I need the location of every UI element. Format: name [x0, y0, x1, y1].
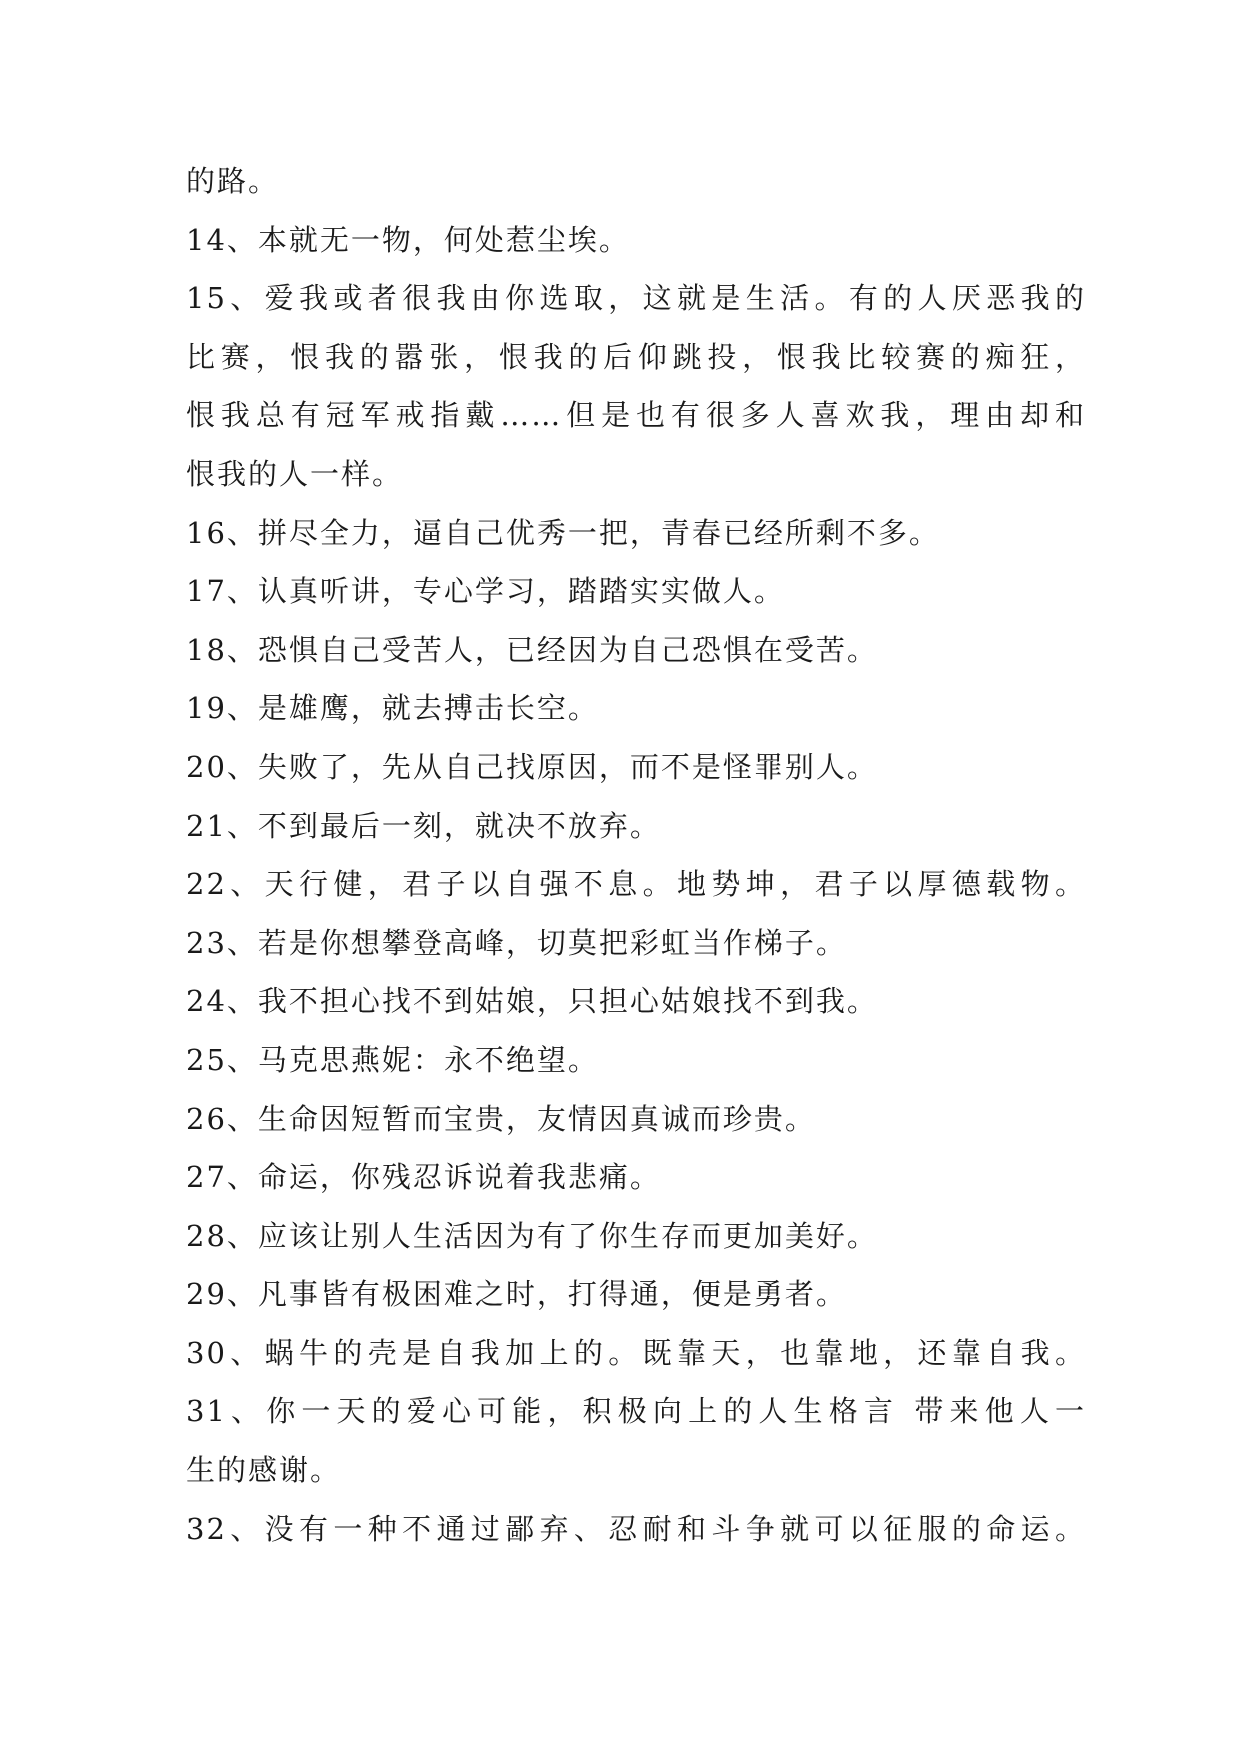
text-line: 28、应该让别人生活因为有了你生存而更加美好。 — [186, 1218, 878, 1253]
text-line: 27、命运，你残忍诉说着我悲痛。 — [186, 1160, 661, 1195]
text-line: 15、爱我或者很我由你选取，这就是生活。有的人厌恶我的 — [186, 281, 1086, 316]
text-line: 29、凡事皆有极困难之时，打得通，便是勇者。 — [186, 1277, 847, 1312]
document-body — [186, 152, 1086, 1558]
text-line: 30、蜗牛的壳是自我加上的。既靠天，也靠地，还靠自我。 — [186, 1335, 1086, 1370]
text-line: 31、你一天的爱心可能，积极向上的人生格言 带来他人一 — [186, 1394, 1086, 1429]
text-line: 17、认真听讲，专心学习，踏踏实实做人。 — [186, 574, 785, 609]
text-line: 26、生命因短暂而宝贵，友情因真诚而珍贵。 — [186, 1101, 816, 1136]
text-line: 恨我的人一样。 — [186, 456, 404, 491]
text-line: 20、失败了，先从自己找原因，而不是怪罪别人。 — [186, 749, 878, 784]
text-line: 32、没有一种不通过鄙弃、忍耐和斗争就可以征服的命运。 — [186, 1511, 1086, 1546]
text-line: 25、马克思燕妮：永不绝望。 — [186, 1042, 599, 1077]
text-line: 21、不到最后一刻，就决不放弃。 — [186, 808, 661, 843]
text-line: 19、是雄鹰，就去搏击长空。 — [186, 691, 599, 726]
text-line: 18、恐惧自己受苦人，已经因为自己恐惧在受苦。 — [186, 632, 878, 667]
text-line: 24、我不担心找不到姑娘，只担心姑娘找不到我。 — [186, 984, 878, 1019]
text-line: 恨我总有冠军戒指戴……但是也有很多人喜欢我，理由却和 — [186, 398, 1086, 433]
text-line: 比赛，恨我的嚣张，恨我的后仰跳投，恨我比较赛的痴狂， — [186, 339, 1086, 374]
text-line: 16、拼尽全力，逼自己优秀一把，青春已经所剩不多。 — [186, 515, 940, 550]
text-line: 14、本就无一物，何处惹尘埃。 — [186, 222, 630, 257]
text-line: 生的感谢。 — [186, 1453, 342, 1488]
text-line: 23、若是你想攀登高峰，切莫把彩虹当作梯子。 — [186, 925, 847, 960]
text-line: 的路。 — [186, 164, 280, 198]
text-line: 22、天行健，君子以自强不息。地势坤，君子以厚德载物。 — [186, 867, 1086, 902]
